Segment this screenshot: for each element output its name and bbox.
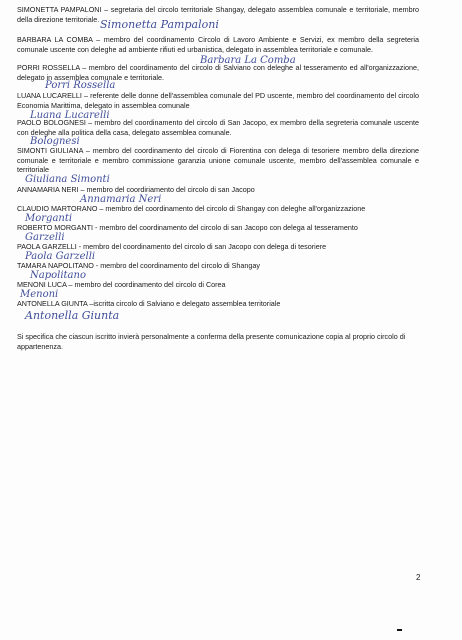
entry-menoni: MENONI LUCA – membro del coordinamento del circolo di Corea — [17, 280, 226, 289]
signature-martorano: Morganti — [25, 213, 73, 224]
signature-pampaloni: Simonetta Pampaloni — [100, 18, 219, 31]
signature-lucarelli: Luana Lucarelli — [30, 110, 110, 121]
entry-neri: ANNAMARIA NERI – membro del coordiriamento del circolo di san Jacopo — [17, 185, 255, 194]
entry-napolitano: TAMARA NAPOLITANO - membro del coordinamento del circolo di Shangay — [17, 261, 261, 270]
entry-lucarelli: LUANA LUCARELLI – referente delle donne dell'assemblea comunale del PD uscente, membro del coordinamento del circolo Economia Marittima, delegato in assemblea comunale — [17, 91, 419, 110]
confirmation-note: Si specifica che ciascun iscritto invierà personalmente a conferma della presente comunicazione copia al proprio circolo di appartenenza. — [17, 332, 406, 351]
entry-giunta: ANTONELLA GIUNTA –iscritta circolo di Salviano e delegato assemblea territoriale — [17, 299, 281, 308]
entry-morganti: ROBERTO MORGANTI - membro del coordinamento del circolo di san Jacopo con delega al tesseramento — [17, 223, 358, 232]
signature-napolitano: Napolitano — [30, 270, 86, 281]
signature-morganti: Garzelli — [25, 232, 65, 243]
signature-garzelli: Paola Garzelli — [25, 251, 96, 262]
scan-mark — [397, 629, 402, 631]
signature-bolognesi: Bolognesi — [30, 136, 80, 147]
entry-pampaloni: SIMONETTA PAMPALONI – segretaria del circolo territoriale Shangay, delegato assemblea comunale e territoriale, membro della direzione territoriale. — [17, 5, 419, 24]
signature-menoni: Menoni — [20, 289, 59, 300]
entry-martorano: CLAUDIO MARTORANO – membro del coordinamento del circolo di Shangay con deleghe all'organizzazione — [17, 204, 366, 213]
entry-la-comba: BARBARA LA COMBA – membro del coordinamento Circolo di Lavoro Ambiente e Servizi, ex membro della segreteria comunale uscente con deleghe ad ambiente rifiuti ed urbanistica, delegato in assemblea territoriale e comunale. — [17, 35, 419, 54]
entry-simonti: SIMONTI GIULIANA – membro del coordinamento del circolo di Fiorentina con delega di tesoriere membro della direzione comunale e territoriale e membro commissione garanzia unione comunale uscente, membro dell'assemblea comunale e territoriale — [17, 146, 419, 175]
page-number: 2 — [416, 573, 421, 582]
signature-giunta: Antonella Giunta — [25, 309, 120, 322]
signature-neri: Annamaria Neri — [80, 194, 162, 205]
signature-la-comba: Barbara La Comba — [200, 55, 296, 66]
signature-simonti: Giuliana Simonti — [25, 174, 110, 185]
signature-porri: Porri Rossella — [45, 80, 116, 91]
entry-garzelli: PAOLA GARZELLI - membro del coordinamento del circolo di san Jacopo con delega di tesoriere — [17, 242, 327, 251]
entry-bolognesi: PAOLO BOLOGNESI – membro del coordinamento del circolo di San Jacopo, ex membro della segreteria comunale uscente con deleghe alla politica della casa, delegato assemblea comunale. — [17, 118, 419, 137]
entry-porri: PORRI ROSSELLA – membro del coordinamento del circolo di Salviano con deleghe al tesseramento ed all'organizzazione, delegato in assemblea comunale e territoriale. — [17, 63, 419, 82]
